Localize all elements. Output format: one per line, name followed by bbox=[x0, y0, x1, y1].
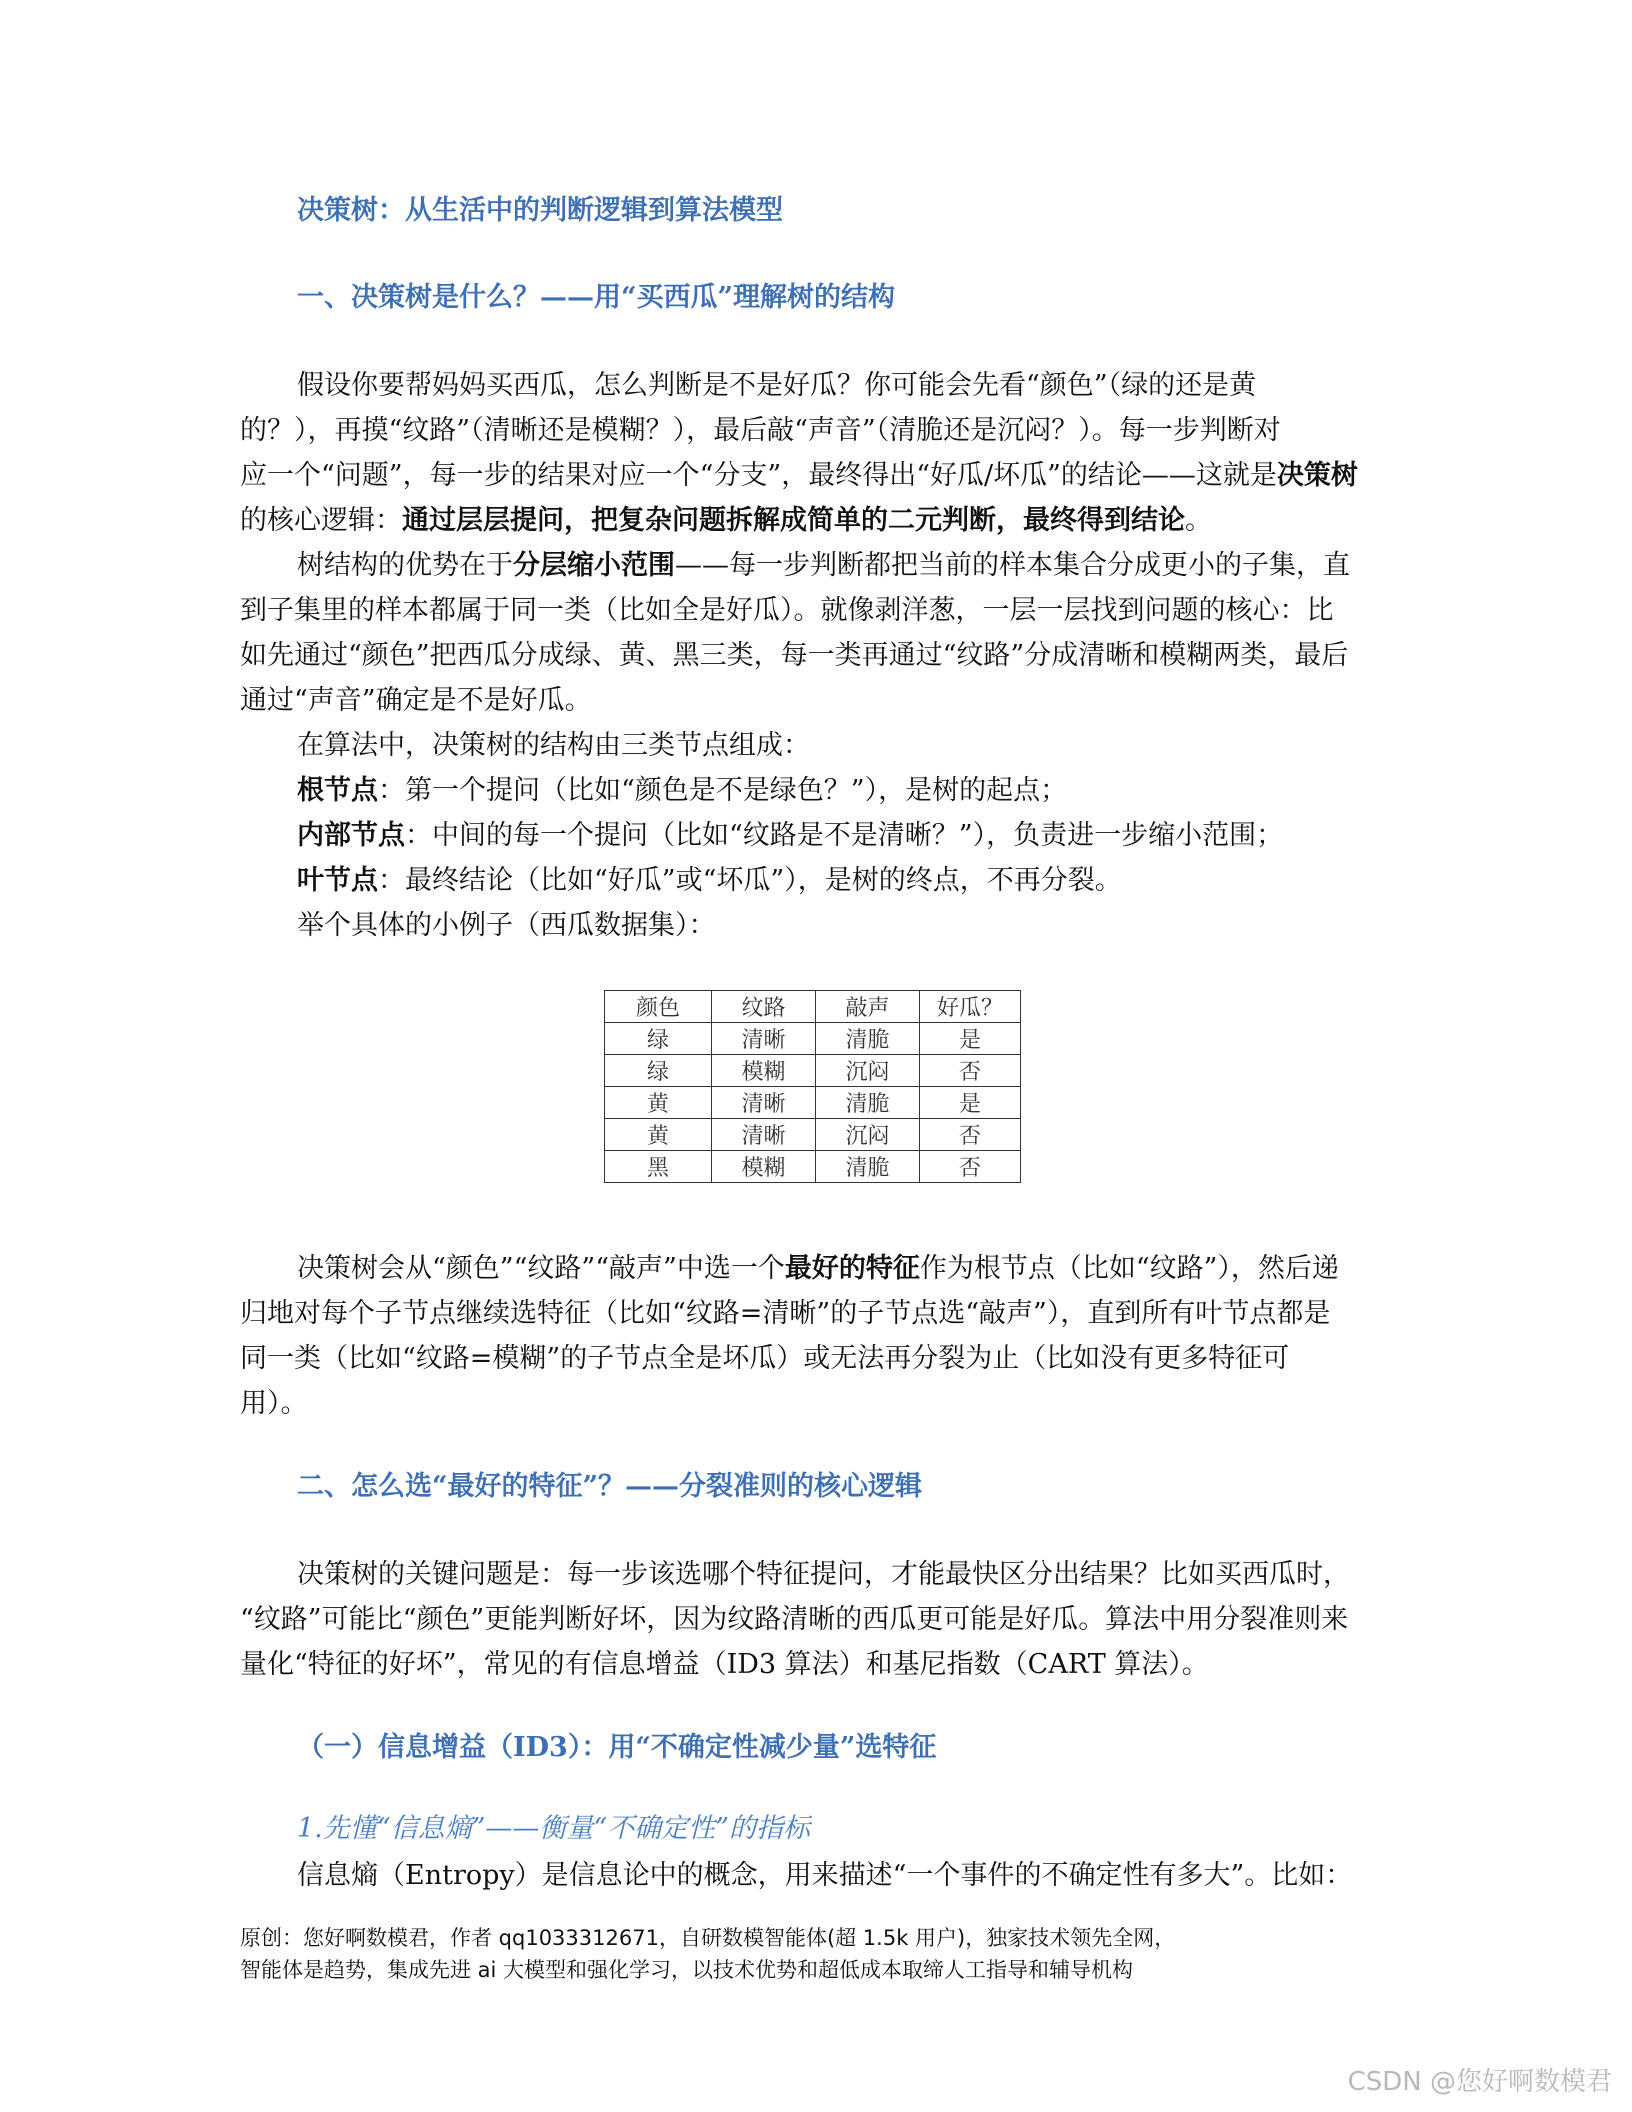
table-cell: 沉闷 bbox=[816, 1055, 920, 1087]
para-line bbox=[297, 1246, 1339, 1285]
node-text: ：最终结论（比如“好瓜”或“坏瓜”），是树的终点，不再分裂。 bbox=[378, 865, 1122, 896]
para-text: 作为根节点（比如“纹路”），然后递 bbox=[919, 1253, 1339, 1284]
para-text: ——每一步判断都把当前的样本集合分成更小的子集，直 bbox=[675, 550, 1350, 581]
table-cell: 否 bbox=[920, 1119, 1021, 1151]
para-text: 树结构的优势在于 bbox=[297, 550, 513, 581]
footer-line: 智能体是趋势，集成先进 ai 大模型和强化学习，以技术优势和超低成本取缔人工指导和辅导机构 bbox=[240, 1958, 1134, 1982]
table-cell: 清脆 bbox=[816, 1023, 920, 1055]
table-cell: 黄 bbox=[605, 1119, 712, 1151]
table-cell: 否 bbox=[920, 1151, 1021, 1183]
table-cell: 绿 bbox=[605, 1055, 712, 1087]
table-cell: 清晰 bbox=[712, 1119, 816, 1151]
table-cell: 沉闷 bbox=[816, 1119, 920, 1151]
table-cell: 模糊 bbox=[712, 1151, 816, 1183]
table-header-row bbox=[605, 991, 1021, 1023]
table-cell: 黄 bbox=[605, 1087, 712, 1119]
document-title: 决策树：从生活中的判断逻辑到算法模型 bbox=[297, 195, 783, 226]
table-header-cell: 好瓜？ bbox=[920, 991, 1021, 1023]
node-leaf-line bbox=[297, 858, 1122, 897]
table-row bbox=[605, 1023, 1021, 1055]
table-row bbox=[605, 1055, 1021, 1087]
table-cell: 清晰 bbox=[712, 1087, 816, 1119]
table-cell: 绿 bbox=[605, 1023, 712, 1055]
para-text: 应一个“问题”，每一步的结果对应一个“分支”，最终得出“好瓜/坏瓜”的结论——这就是 bbox=[240, 460, 1277, 491]
para-line bbox=[240, 453, 1358, 492]
para-line: 到子集里的样本都属于同一类（比如全是好瓜）。就像剥洋葱，一层一层找到问题的核心：比 bbox=[240, 595, 1334, 626]
para-line: 通过“声音”确定是不是好瓜。 bbox=[240, 685, 592, 716]
bold-term: 最好的特征 bbox=[784, 1253, 920, 1284]
node-text: ：中间的每一个提问（比如“纹路是不是清晰？”），负责进一步缩小范围； bbox=[405, 820, 1284, 851]
para-line: 决策树的关键问题是：每一步该选哪个特征提问，才能最快区分出结果？比如买西瓜时， bbox=[297, 1559, 1350, 1590]
para-line: 的？），再摸“纹路”（清晰还是模糊？），最后敲“声音”（清脆还是沉闷？）。每一步判断对 bbox=[240, 415, 1281, 446]
para-line bbox=[297, 543, 1350, 582]
bold-term: 决策树 bbox=[1276, 460, 1358, 491]
para-text: 。 bbox=[1185, 505, 1212, 536]
node-root-line bbox=[297, 768, 1067, 807]
para-text: 决策树会从“颜色”“纹路”“敲声”中选一个 bbox=[297, 1253, 785, 1284]
table-header-cell: 纹路 bbox=[712, 991, 816, 1023]
watermelon-dataset-table bbox=[604, 990, 1021, 1183]
para-line: 量化“特征的好坏”，常见的有信息增益（ID3 算法）和基尼指数（CART 算法）。 bbox=[240, 1649, 1209, 1680]
subsection-heading: （一）信息增益（ID3）：用“不确定性减少量”选特征 bbox=[297, 1732, 937, 1763]
para-line: “纹路”可能比“颜色”更能判断好坏，因为纹路清晰的西瓜更可能是好瓜。算法中用分裂准则来 bbox=[240, 1604, 1349, 1635]
para-line: 假设你要帮妈妈买西瓜，怎么判断是不是好瓜？你可能会先看“颜色”（绿的还是黄 bbox=[297, 370, 1257, 401]
table-header-cell: 颜色 bbox=[605, 991, 712, 1023]
table-row bbox=[605, 1087, 1021, 1119]
subsubsection-heading: 1.先懂“信息熵”——衡量“不确定性”的指标 bbox=[297, 1813, 810, 1844]
table-cell: 清脆 bbox=[816, 1151, 920, 1183]
section-2-heading: 二、怎么选“最好的特征”？——分裂准则的核心逻辑 bbox=[297, 1471, 923, 1502]
node-label: 内部节点 bbox=[297, 820, 405, 851]
csdn-watermark: CSDN @您好啊数模君 bbox=[1347, 2067, 1612, 2097]
table-header-cell: 敲声 bbox=[816, 991, 920, 1023]
table-cell: 是 bbox=[920, 1023, 1021, 1055]
table-cell: 是 bbox=[920, 1087, 1021, 1119]
example-intro: 举个具体的小例子（西瓜数据集）： bbox=[297, 910, 716, 941]
table-cell: 黑 bbox=[605, 1151, 712, 1183]
para-line: 信息熵（Entropy）是信息论中的概念，用来描述“一个事件的不确定性有多大”。比如： bbox=[297, 1860, 1353, 1891]
node-text: ：第一个提问（比如“颜色是不是绿色？”），是树的起点； bbox=[378, 775, 1068, 806]
node-internal-line bbox=[297, 813, 1283, 852]
table-row bbox=[605, 1151, 1021, 1183]
table-cell: 否 bbox=[920, 1055, 1021, 1087]
para-line: 如先通过“颜色”把西瓜分成绿、黄、黑三类，每一类再通过“纹路”分成清晰和模糊两类，最后 bbox=[240, 640, 1349, 671]
para-line: 归地对每个子节点继续选特征（比如“纹路=清晰”的子节点选“敲声”），直到所有叶节点都是 bbox=[240, 1298, 1331, 1329]
table-row bbox=[605, 1119, 1021, 1151]
node-label: 叶节点 bbox=[297, 865, 378, 896]
table-cell: 模糊 bbox=[712, 1055, 816, 1087]
node-label: 根节点 bbox=[297, 775, 378, 806]
footer-line: 原创：您好啊数模君，作者 qq1033312671，自研数模智能体(超 1.5k 用户)，独家技术领先全网， bbox=[240, 1926, 1176, 1950]
para-line bbox=[240, 498, 1212, 537]
bold-term: 通过层层提问，把复杂问题拆解成简单的二元判断，最终得到结论 bbox=[402, 505, 1185, 536]
section-1-heading: 一、决策树是什么？——用“买西瓜”理解树的结构 bbox=[297, 282, 896, 313]
bold-term: 分层缩小范围 bbox=[513, 550, 675, 581]
para-line: 用）。 bbox=[240, 1388, 308, 1419]
table-cell: 清脆 bbox=[816, 1087, 920, 1119]
para-text: 的核心逻辑： bbox=[240, 505, 402, 536]
table-cell: 清晰 bbox=[712, 1023, 816, 1055]
para-line: 同一类（比如“纹路=模糊”的子节点全是坏瓜）或无法再分裂为止（比如没有更多特征可 bbox=[240, 1343, 1290, 1374]
para-line: 在算法中，决策树的结构由三类节点组成： bbox=[297, 730, 810, 761]
